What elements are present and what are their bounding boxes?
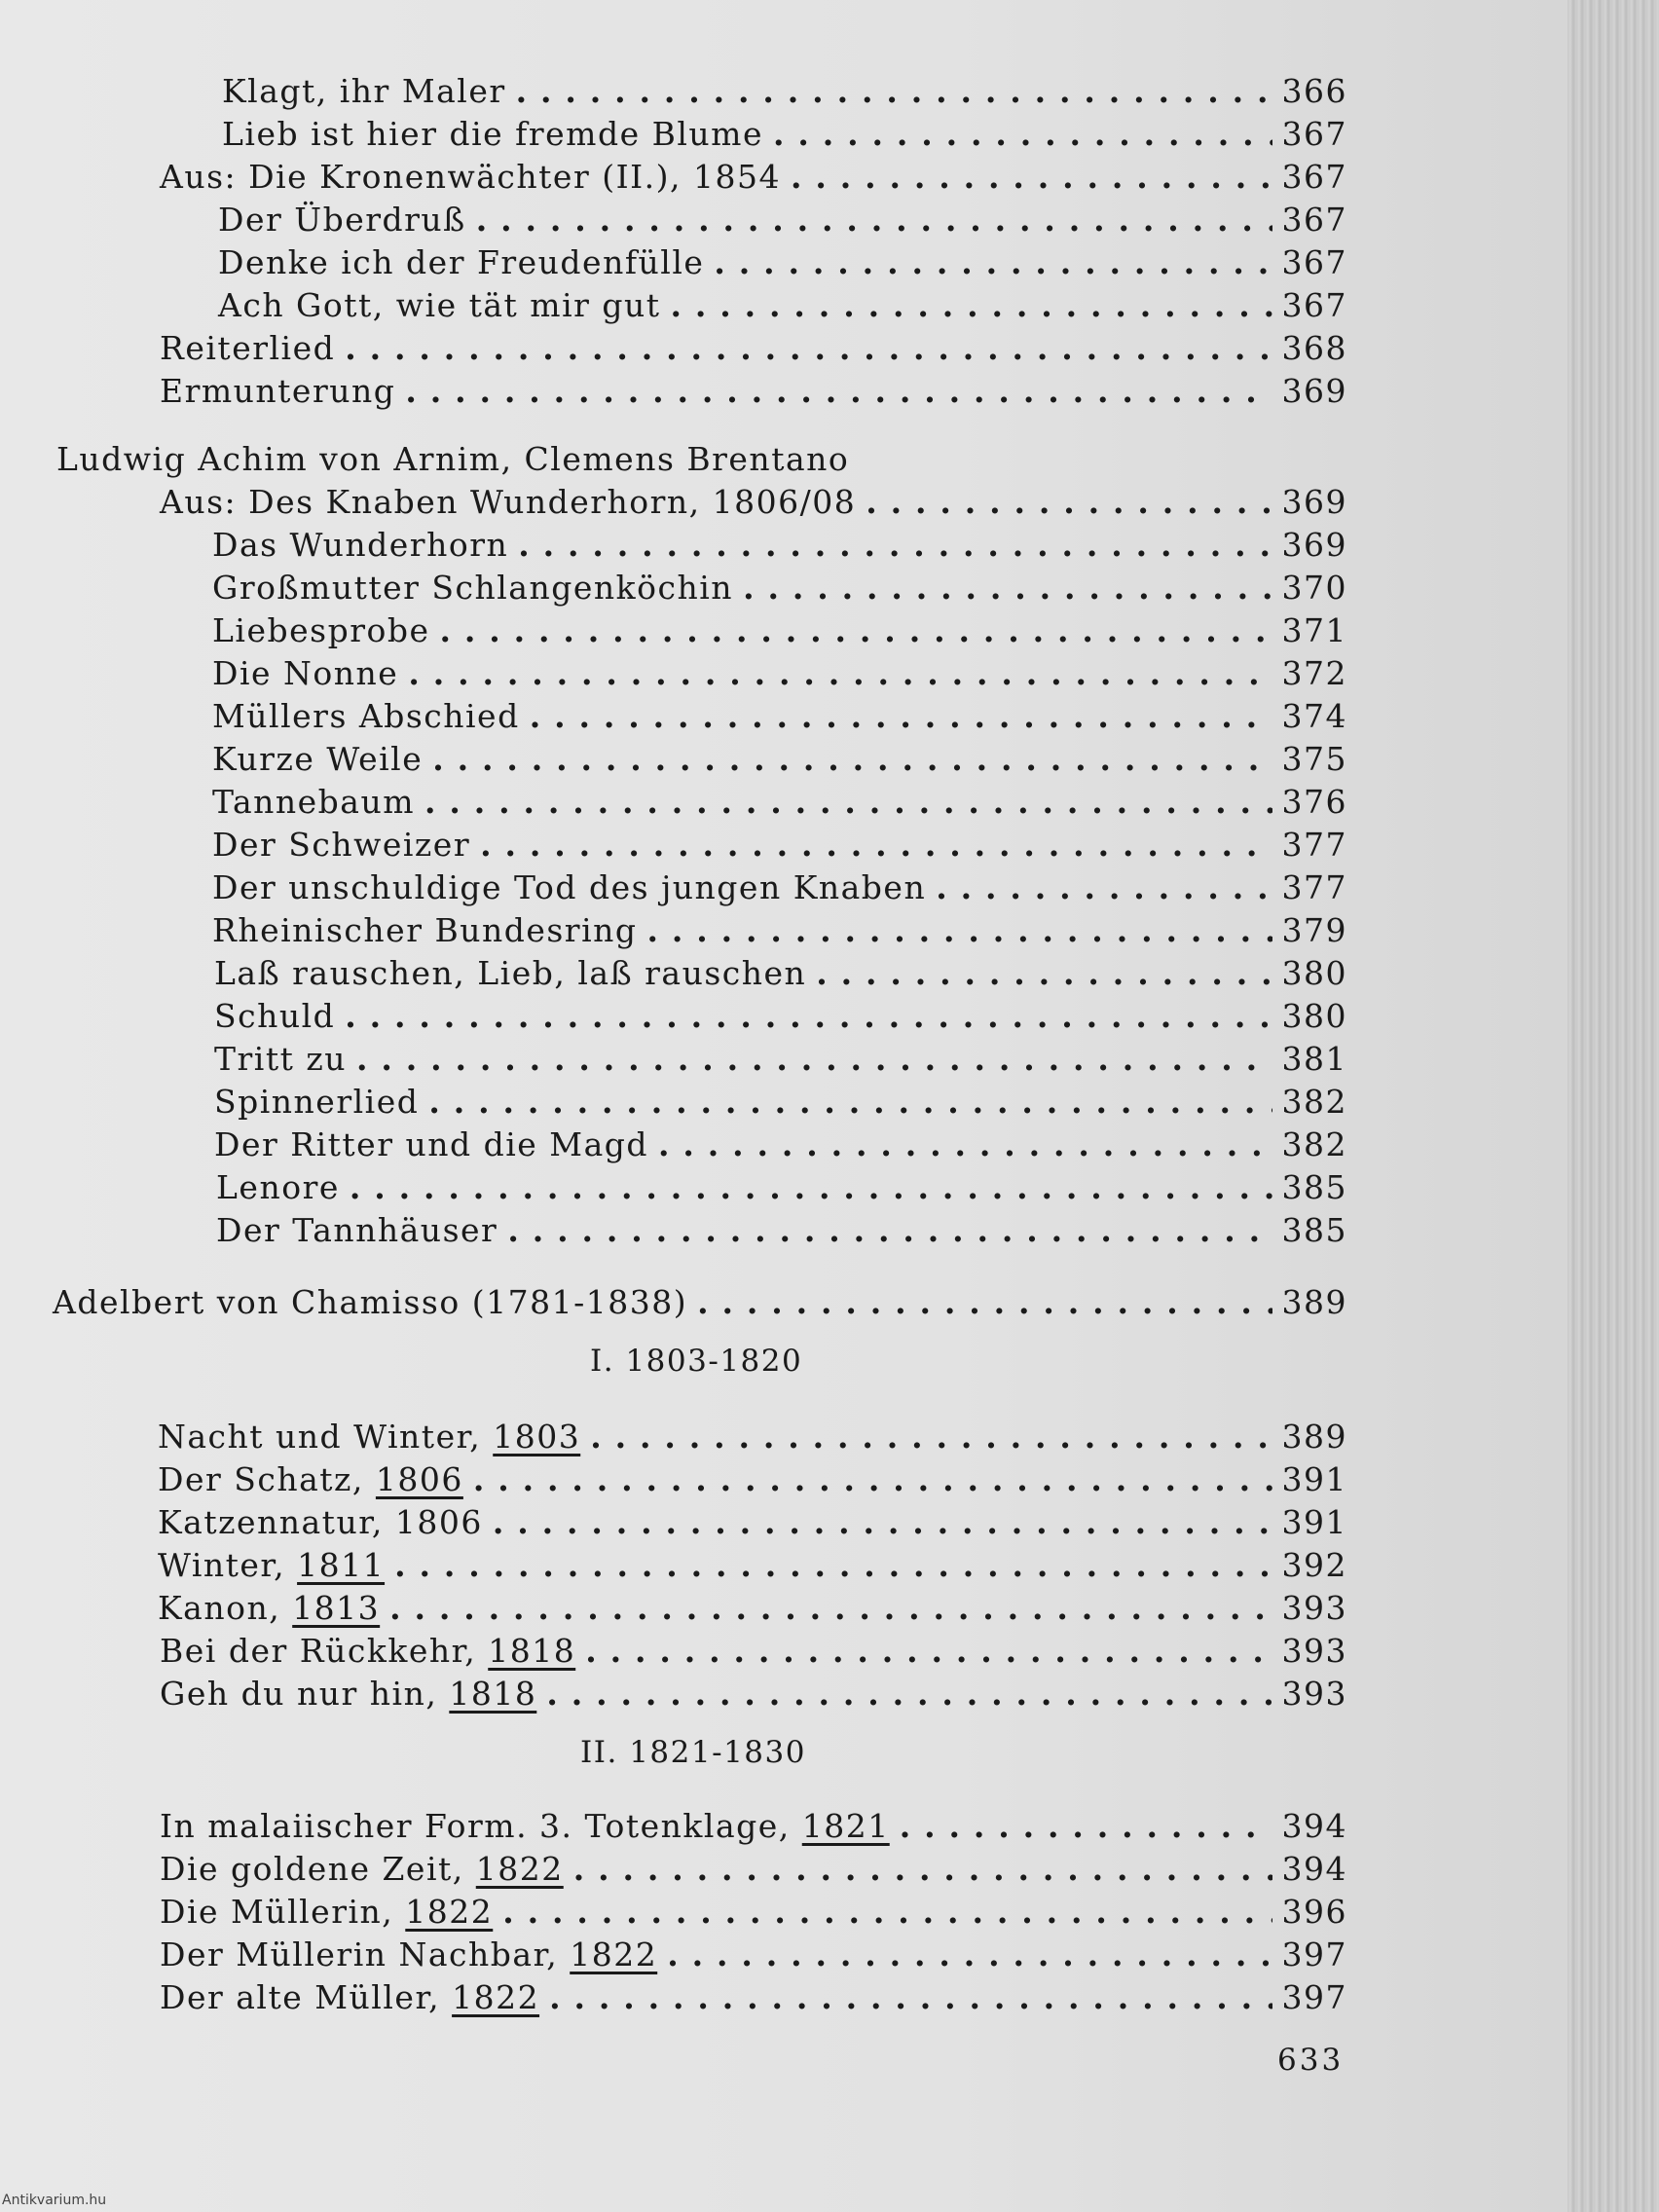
dot-leader [480,826,1272,864]
entry-page: 382 [1281,1125,1347,1163]
entry-title-text: Bei der Rückkehr, [160,1632,489,1670]
dot-leader [432,740,1272,778]
entry-title: Spinnerlied [214,1083,420,1121]
entry-year: 1806 [375,1460,463,1498]
entry-title [160,1978,539,2016]
toc-entry [212,783,1347,821]
dot-leader [405,372,1272,410]
toc-entry [216,1168,1347,1206]
toc-entry [218,243,1347,281]
dot-leader [549,1978,1272,2016]
dot-leader [408,654,1272,692]
entry-title: Tannebaum [212,783,416,821]
entry-title: Der Tannhäuser [216,1211,498,1249]
entry-title: Tritt zu [214,1040,347,1078]
watermark: Antikvarium.hu [2,2193,107,2208]
entry-page: 368 [1281,329,1347,367]
toc-entry [158,1460,1347,1498]
toc-entry [222,115,1347,153]
entry-title [160,1632,575,1670]
dot-leader [389,1589,1272,1627]
entry-title: Ermunterung [160,372,396,410]
toc-entry [214,1040,1347,1078]
author-heading: Ludwig Achim von Arnim, Clemens Brentano [56,440,850,478]
toc-entry [160,1893,1347,1931]
entry-title-text: Geh du nur hin, [160,1675,450,1713]
toc-entry [216,1211,1347,1249]
page-stack-edge [1567,0,1659,2212]
entry-title-text: Der alte Müller, [160,1978,453,2016]
section-heading: II. 1821-1830 [580,1735,806,1770]
toc-entry [160,483,1347,521]
toc-entry [160,1632,1347,1670]
toc-entry [158,1589,1347,1627]
entry-title-text: Der Schatz, [158,1460,376,1498]
entry-page: 377 [1281,826,1347,864]
dot-leader [546,1675,1272,1713]
toc-entry [214,1083,1347,1121]
entry-page: 397 [1281,1978,1347,2016]
entry-year: 1818 [488,1632,576,1670]
entry-page: 369 [1281,372,1347,410]
entry-page: 385 [1281,1211,1347,1249]
toc-entry [222,72,1347,110]
entry-title-text: Winter, [158,1546,298,1584]
toc-entry [160,1978,1347,2016]
page-number: 633 [1277,2043,1345,2078]
dot-leader [658,1125,1272,1163]
toc-entry [218,286,1347,324]
entry-page: 370 [1281,569,1347,607]
toc-entry [212,697,1347,735]
entry-title: Der Überdruß [218,201,466,239]
entry-title: Liebesprobe [212,611,430,649]
toc-entry [158,1418,1347,1456]
dot-leader [866,483,1272,521]
dot-leader [428,1083,1272,1121]
toc-entry [212,654,1347,692]
toc-entry-author [53,1283,1347,1321]
dot-leader [816,954,1272,992]
section-heading: I. 1803-1820 [590,1344,803,1379]
dot-leader [791,158,1272,196]
entry-page: 369 [1281,526,1347,564]
entry-page: 380 [1281,997,1347,1035]
dot-leader [936,868,1272,906]
entry-page: 367 [1281,201,1347,239]
entry-page: 371 [1281,611,1347,649]
dot-leader [647,911,1272,949]
entry-title: Adelbert von Chamisso (1781-1838) [53,1283,688,1321]
entry-page: 381 [1281,1040,1347,1078]
entry-title: Rheinischer Bundesring [212,911,638,949]
entry-title [158,1418,580,1456]
dot-leader [424,783,1272,821]
entry-title [160,1675,536,1713]
entry-page: 376 [1281,783,1347,821]
entry-page: 382 [1281,1083,1347,1121]
entry-year: 1818 [449,1675,537,1713]
entry-title: Katzennatur, 1806 [158,1503,483,1541]
dot-leader [476,201,1272,239]
entry-page: 393 [1281,1632,1347,1670]
dot-leader [518,526,1272,564]
dot-leader [667,1936,1272,1973]
toc-entry [212,611,1347,649]
toc-entry [160,1850,1347,1888]
entry-title: Der Ritter und die Magd [214,1125,649,1163]
dot-leader [590,1418,1272,1456]
dot-leader [493,1503,1272,1541]
dot-leader [743,569,1272,607]
entry-year: 1822 [405,1893,494,1931]
entry-page: 379 [1281,911,1347,949]
toc-entry [214,997,1347,1035]
entry-year: 1811 [297,1546,386,1584]
entry-page: 375 [1281,740,1347,778]
entry-page: 367 [1281,115,1347,153]
toc-entry [214,1125,1347,1163]
dot-leader [697,1283,1272,1321]
entry-page: 389 [1281,1418,1347,1456]
toc-entry [160,1936,1347,1973]
entry-page: 391 [1281,1503,1347,1541]
entry-title: Der Schweizer [212,826,471,864]
entry-title-text: Der Müllerin Nachbar, [160,1936,571,1973]
entry-title [160,1936,657,1973]
entry-year: 1822 [475,1850,564,1888]
entry-title: Lieb ist hier die fremde Blume [222,115,763,153]
entry-title: Das Wunderhorn [212,526,509,564]
entry-title: Kurze Weile [212,740,424,778]
entry-title-text: Nacht und Winter, [158,1418,494,1456]
entry-title [160,1850,564,1888]
entry-year: 1803 [493,1418,581,1456]
entry-page: 366 [1281,72,1347,110]
entry-year: 1813 [292,1589,381,1627]
dot-leader [516,72,1272,110]
entry-title: Reiterlied [160,329,336,367]
dot-leader [345,997,1272,1035]
dot-leader [440,611,1272,649]
entry-page: 367 [1281,243,1347,281]
entry-title [160,1807,890,1845]
dot-leader [394,1546,1272,1584]
entry-page: 392 [1281,1546,1347,1584]
dot-leader [573,1850,1272,1888]
entry-title: Denke ich der Freudenfülle [218,243,705,281]
toc-entry [160,372,1347,410]
toc-entry [160,329,1347,367]
toc-entry [212,868,1347,906]
toc-entry [214,954,1347,992]
entry-year: 1821 [801,1807,890,1845]
toc-entry [160,1807,1347,1845]
toc-entry [218,201,1347,239]
entry-title: Großmutter Schlangenköchin [212,569,734,607]
dot-leader [502,1893,1272,1931]
entry-title-text: Kanon, [158,1589,293,1627]
entry-title: Müllers Abschied [212,697,520,735]
entry-title: Schuld [214,997,336,1035]
toc-entry [158,1503,1347,1541]
entry-page: 372 [1281,654,1347,692]
dot-leader [507,1211,1272,1249]
dot-leader [530,697,1272,735]
toc-entry [212,740,1347,778]
entry-page: 369 [1281,483,1347,521]
entry-page: 391 [1281,1460,1347,1498]
entry-page: 396 [1281,1893,1347,1931]
entry-title: Ach Gott, wie tät mir gut [218,286,661,324]
entry-title: Die Nonne [212,654,399,692]
entry-title: Aus: Die Kronenwächter (II.), 1854 [160,158,781,196]
entry-title [158,1589,380,1627]
dot-leader [900,1807,1272,1845]
entry-page: 380 [1281,954,1347,992]
toc-entry [158,1546,1347,1584]
entry-title: Aus: Des Knaben Wunderhorn, 1806/08 [160,483,857,521]
entry-page: 385 [1281,1168,1347,1206]
entry-title-text: Die Müllerin, [160,1893,406,1931]
dot-leader [345,329,1272,367]
dot-leader [773,115,1272,153]
dot-leader [585,1632,1272,1670]
entry-year: 1822 [452,1978,540,2016]
entry-year: 1822 [570,1936,658,1973]
dot-leader [671,286,1272,324]
entry-title: Laß rauschen, Lieb, laß rauschen [214,954,807,992]
entry-page: 377 [1281,868,1347,906]
entry-title: Lenore [216,1168,340,1206]
entry-page: 394 [1281,1850,1347,1888]
entry-title [158,1460,463,1498]
entry-page: 393 [1281,1675,1347,1713]
entry-page: 389 [1281,1283,1347,1321]
toc-entry [212,911,1347,949]
entry-page: 397 [1281,1936,1347,1973]
entry-page: 367 [1281,158,1347,196]
dot-leader [356,1040,1272,1078]
dot-leader [350,1168,1272,1206]
entry-title: Der unschuldige Tod des jungen Knaben [212,868,927,906]
entry-title [160,1893,493,1931]
entry-page: 367 [1281,286,1347,324]
toc-entry [160,1675,1347,1713]
entry-title [158,1546,385,1584]
toc-entry [212,526,1347,564]
entry-title-text: In malaiischer Form. 3. Totenklage, [160,1807,802,1845]
entry-title-text: Die goldene Zeit, [160,1850,476,1888]
toc-entry [160,158,1347,196]
toc-entry [212,826,1347,864]
entry-page: 393 [1281,1589,1347,1627]
entry-title: Klagt, ihr Maler [222,72,506,110]
dot-leader [714,243,1272,281]
dot-leader [473,1460,1272,1498]
entry-page: 394 [1281,1807,1347,1845]
entry-page: 374 [1281,697,1347,735]
toc-entry [212,569,1347,607]
